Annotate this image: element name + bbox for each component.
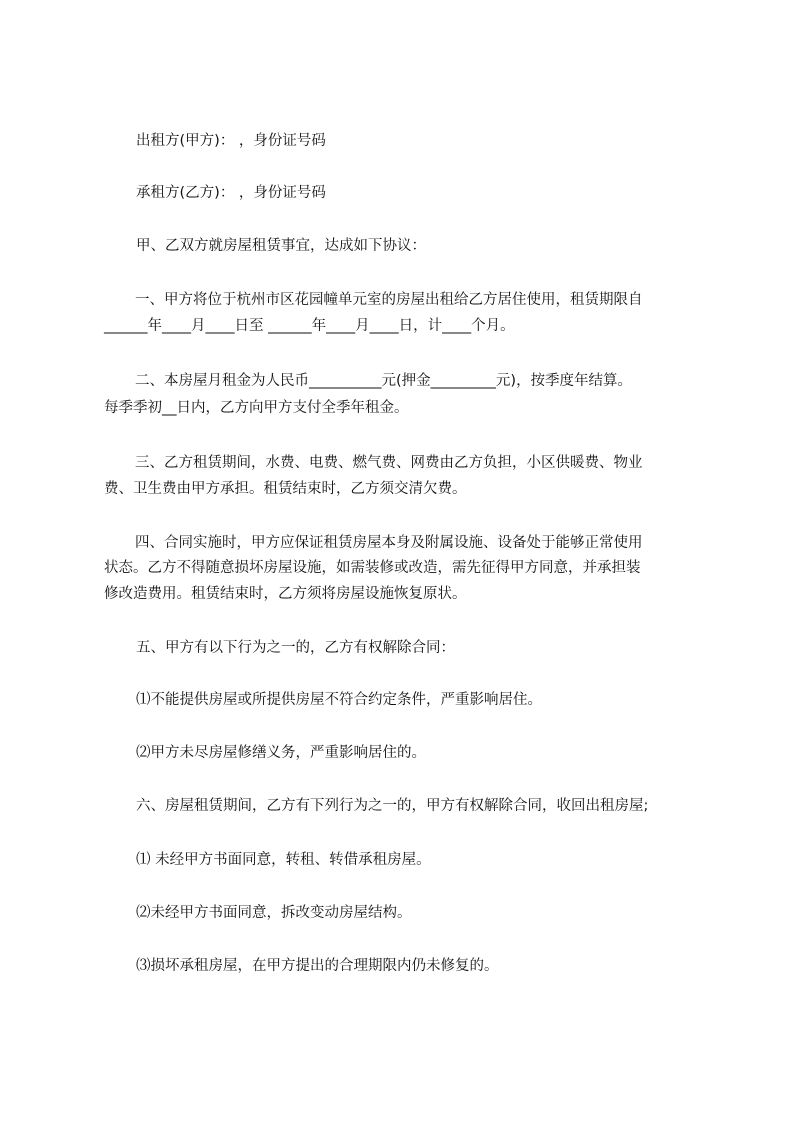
clause1-line1: 一、甲方将位于杭州市区花园幢单元室的房屋出租给乙方居住使用，租赁期限自 (135, 292, 643, 308)
intro-line: 甲、乙双方就房屋租赁事宜，达成如下协议： (136, 238, 426, 254)
clause6-item2: ⑵未经甲方书面同意，拆改变动房屋结构。 (136, 905, 412, 921)
clause3-line1: 三、乙方租赁期间，水费、电费、燃气费、网费由乙方负担，小区供暖费、物业 (135, 455, 643, 471)
clause1-line2: ______年____月____日至 ______年____月____日，计____个月。 (104, 318, 515, 334)
clause2-line1: 二、本房屋月租金为人民币__________元(押金_________元)，按季度年结算。 (135, 373, 633, 389)
clause5-line: 五、甲方有以下行为之一的，乙方有权解除合同： (136, 640, 455, 656)
clause6-line: 六、房屋租赁期间，乙方有下列行为之一的，甲方有权解除合同，收回出租房屋; (136, 798, 649, 814)
clause4-line3: 修改造费用。租赁结束时，乙方须将房屋设施恢复原状。 (104, 586, 467, 602)
clause3-line2: 费、卫生费由甲方承担。租赁结束时，乙方须交清欠费。 (104, 481, 467, 497)
party-b-line: 承租方(乙方)： ，身份证号码 (136, 185, 326, 201)
clause5-item2: ⑵甲方未尽房屋修缮义务，严重影响居住的。 (136, 745, 426, 761)
clause6-item3: ⑶损坏承租房屋，在甲方提出的合理期限内仍未修复的。 (136, 958, 499, 974)
clause4-line1: 四、合同实施时，甲方应保证租赁房屋本身及附属设施、设备处于能够正常使用 (135, 535, 643, 551)
party-a-line: 出租方(甲方)： ，身份证号码 (136, 133, 326, 149)
clause2-line2: 每季季初__日内，乙方向甲方支付全季年租金。 (104, 400, 409, 416)
clause4-line2: 状态。乙方不得随意损坏房屋设施，如需装修或改造，需先征得甲方同意，并承担装 (104, 560, 641, 576)
clause5-item1: ⑴不能提供房屋或所提供房屋不符合约定条件，严重影响居住。 (136, 692, 542, 708)
clause6-item1: ⑴ 未经甲方书面同意，转租、转借承租房屋。 (136, 852, 431, 868)
